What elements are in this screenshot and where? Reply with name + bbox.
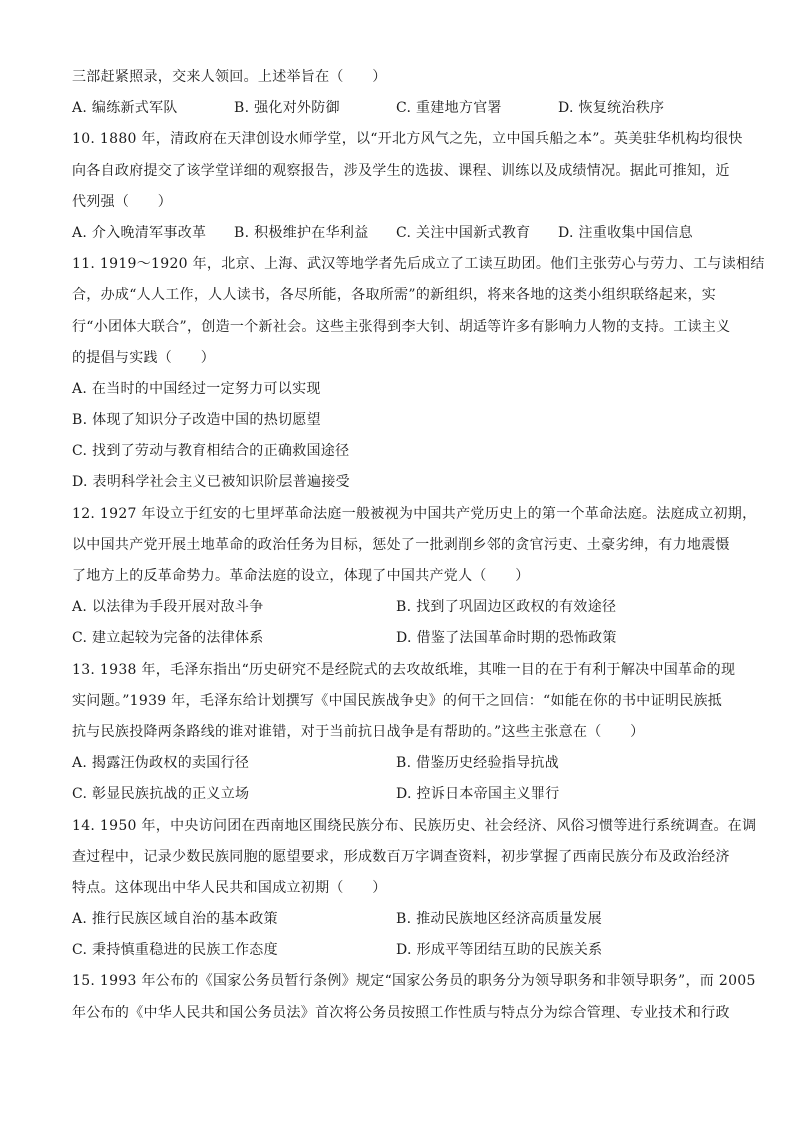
option-c[interactable]: C. 建立起较为完备的法律体系 [72,630,264,647]
option-a[interactable]: A. 以法律为手段开展对敌斗争 [72,599,264,616]
question-11 [72,249,765,499]
option-d[interactable]: D. 形成平等团结互助的民族关系 [396,942,603,959]
question-15 [72,966,756,1028]
question-text-line: 12. 1927 年设立于红安的七里坪革命法庭一般被视为中国共产党历史上的第一个革命法庭。法庭成立初期， [72,505,757,522]
option-c[interactable]: C. 关注中国新式教育 [396,224,531,241]
option-d[interactable]: D. 借鉴了法国革命时期的恐怖政策 [396,630,617,647]
option-b[interactable]: B. 借鉴历史经验指导抗战 [396,755,560,772]
options-row [72,218,732,249]
option-b[interactable]: B. 找到了巩固边区政权的有效途径 [396,599,617,616]
question-text-line: 实问题。”1939 年，毛泽东给计划撰写《中国民族战争史》的何干之回信：“如能在你的书中证明民族抵 [72,692,723,709]
question-text-line: 抗与民族投降两条路线的谁对谁错，对于当前抗日战争是有帮助的。”这些主张意在（ ） [72,723,645,740]
question-text-line: 以中国共产党开展土地革命的政治任务为目标，惩处了一批剥削乡邻的贪官污吏、土豪劣绅，有力地震慑 [72,536,730,553]
option-d[interactable]: D. 恢复统治秩序 [558,100,665,117]
option-a[interactable]: A. 介入晚清军事改革 [72,224,207,241]
question-text-line: 13. 1938 年，毛泽东指出“历史研究不是经院式的去攻故纸堆，其唯一目的在于有利于解决中国革命的现 [72,661,736,678]
question-9 [72,62,732,124]
question-text-line: 查过程中，记录少数民族同胞的愿望要求，形成数百万字调查资料，初步掌握了西南民族分布及政治经济 [72,848,730,865]
question-text-line: 11. 1919～1920 年，北京、上海、武汉等地学者先后成立了工读互助团。他们主张劳心与劳力、工与读相结 [72,256,765,273]
question-text-line: 14. 1950 年，中央访问团在西南地区围绕民族分布、民族历史、社会经济、风俗习惯等进行系统调查。在调 [72,817,757,834]
options-row [72,623,732,654]
options-row [72,904,732,935]
option-c[interactable]: C. 秉持慎重稳进的民族工作态度 [72,942,278,959]
question-text-line: 三部赶紧照录，交来人领回。上述举旨在（ ） [72,69,387,85]
option-b[interactable]: B. 推动民族地区经济高质量发展 [396,911,602,928]
question-text-line: 行“小团体大联合”，创造一个新社会。这些主张得到李大钊、胡适等许多有影响力人物的支持。工读主义 [72,318,731,335]
option-a[interactable]: A. 推行民族区域自治的基本政策 [72,911,278,928]
question-text-line: 特点。这体现出中华人民共和国成立初期（ ） [72,879,387,896]
exam-page [72,62,765,1029]
question-text-line: 了地方上的反革命势力。革命法庭的设立，体现了中国共产党人（ ） [72,568,530,584]
option-b[interactable]: B. 体现了知识分子改造中国的热切愿望 [72,412,321,429]
question-text-line: 代列强（ ） [72,193,173,210]
question-12 [72,499,757,655]
option-c[interactable]: C. 彰显民族抗战的正义立场 [72,786,250,803]
option-a[interactable]: A. 揭露汪伪政权的卖国行径 [72,755,250,772]
question-14 [72,811,757,967]
option-b[interactable]: B. 积极维护在华利益 [234,224,369,241]
question-text-line: 15. 1993 年公布的《国家公务员暂行条例》规定“国家公务员的职务分为领导职务和非领导职务”，而 2005 [72,973,756,990]
option-d[interactable]: D. 注重收集中国信息 [558,224,693,241]
question-10 [72,124,743,249]
options-row [72,779,732,810]
option-c[interactable]: C. 重建地方官署 [396,100,502,117]
options-row [72,93,732,124]
question-13 [72,655,736,811]
option-c[interactable]: C. 找到了劳动与教育相结合的正确救国途径 [72,443,350,460]
options-row [72,748,732,779]
question-text-line: 合，办成“人人工作，人人读书，各尽所能，各取所需”的新组织，将来各地的这类小组织联络起来，实 [72,287,717,304]
option-b[interactable]: B. 强化对外防御 [234,100,340,117]
options-row [72,592,732,623]
question-text-line: 10. 1880 年，清政府在天津创设水师学堂，以“开北方风气之先，立中国兵船之本”。英美驻华机构均很快 [72,131,743,148]
question-text-line: 向各自政府提交了该学堂详细的观察报告，涉及学生的选拔、课程、训练以及成绩情况。据此可推知，近 [72,162,730,179]
options-row [72,935,732,966]
option-d[interactable]: D. 控诉日本帝国主义罪行 [396,786,560,803]
question-text-line: 年公布的《中华人民共和国公务员法》首次将公务员按照工作性质与特点分为综合管理、专业技术和行政 [72,1004,730,1021]
option-a[interactable]: A. 在当时的中国经过一定努力可以实现 [72,380,321,397]
question-text-line: 的提倡与实践（ ） [72,349,215,366]
option-a[interactable]: A. 编练新式军队 [72,100,178,117]
option-d[interactable]: D. 表明科学社会主义已被知识阶层普遍接受 [72,474,350,491]
